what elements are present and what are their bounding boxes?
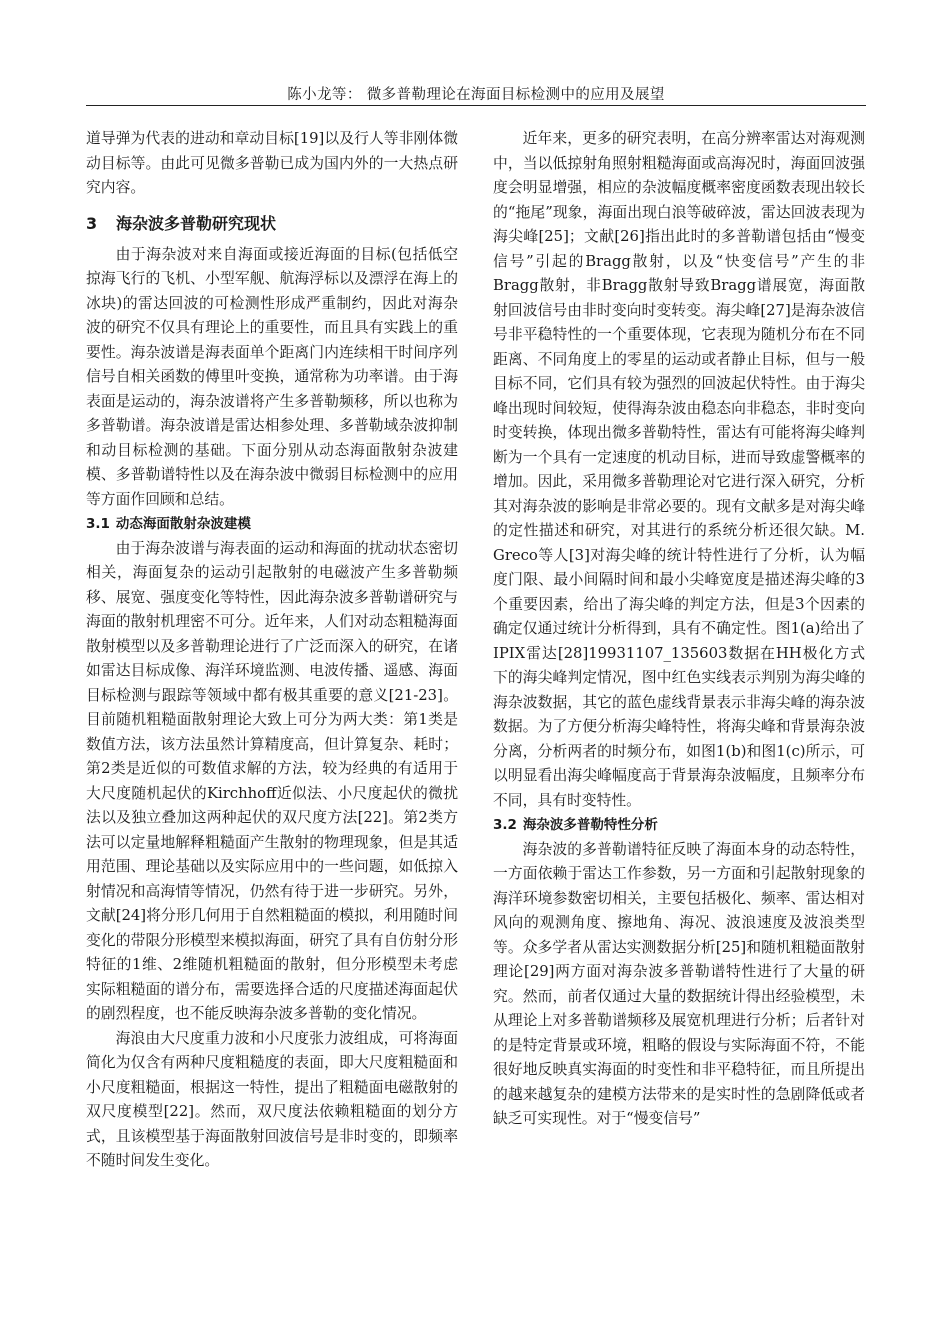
paragraph-continuation: 道导弹为代表的进动和章动目标[19]以及行人等非刚体微动目标等。由此可见微多普勒已成为国内外的一大热点研究内容。 xyxy=(86,130,458,196)
header-rule xyxy=(86,105,866,106)
paragraph-scattering-models: 由于海杂波谱与海表面的运动和海面的扰动状态密切相关，海面复杂的运动引起散射的电磁波产生多普勒频移、展宽、强度变化等特性，因此海杂波多普勒谱研究与海面的散射机理密不可分。近年来，人们对动态粗糙海面散射模型以及多普勒理论进行了广泛而深入的研究，在诸如雷达目标成像、海洋环境监测、电波传播、遥感、海面目标检测与跟踪等领域中都有极其重要的意义[21-23]。目前随机粗糙面散射理论大致上可分为两大类：第1类是数值方法，该方法虽然计算精度高，但计算复杂、耗时；第2类是近似的可数值求解的方法，较为经典的有适用于大尺度随机起伏的Kirchhoff近似法、小尺度起伏的微扰法以及独立叠加这两种起伏的双尺度方法[22]。第2类方法可以定量地解释粗糙面产生散射的物理现象，但是其适用范围、理论基础以及实际应用中的一些问题，如低掠入射情况和高海情等情况，仍然有待于进一步研究。另外，文献[24]将分形几何用于自然粗糙面的模拟，利用随时间变化的带限分形模型来模拟海面，研究了具有自仿射分形特征的1维、2维随机粗糙面的散射，但分形模型未考虑实际粗糙面的谱分布，需要选择合适的尺度描述海面起伏的剧烈程度，也不能反映海杂波多普勒的变化情况。 xyxy=(86,539,458,1022)
subsection-3-2-heading xyxy=(493,813,865,838)
paragraph-doppler-characteristics: 海杂波的多普勒谱特征反映了海面本身的动态特性，一方面依赖于雷达工作参数，另一方面和引起散射现象的海洋环境参数密切相关，主要包括极化、频率、雷达相对风向的观测角度、擦地角、海况、波浪速度及波浪类型等。众多学者从雷达实测数据分析[25]和随机粗糙面散射理论[29]两方面对海杂波多普勒谱特性进行了大量的研究。然而，前者仅通过大量的数据统计得出经验模型，未从理论上对多普勒谱频移及展宽机理进行分析；后者针对的是特定背景或环境，粗略的假设与实际海面不符，不能很好地反映真实海面的时变性和非平稳特征，而且所提出的越来越复杂的建模方法带来的是实时性的急剧降低或者缺乏可实现性。对于“慢变信号” xyxy=(493,840,865,1127)
subsection-3-1-heading xyxy=(86,512,458,537)
running-header: 陈小龙等： 微多普勒理论在海面目标检测中的应用及展望 xyxy=(287,87,665,103)
paragraph-sea-clutter-intro: 由于海杂波对来自海面或接近海面的目标(包括低空掠海飞行的飞机、小型军舰、航海浮标以及漂浮在海上的冰块)的雷达回波的可检测性形成严重制约，因此对海杂波的研究不仅具有理论上的重要性，而且具有实践上的重要性。海杂波谱是海表面单个距离门内连续相干时间序列信号自相关函数的傅里叶变换，通常称为功率谱。由于海表面是运动的，海杂波谱将产生多普勒频移，所以也称为多普勒谱。海杂波谱是雷达相参处理、多普勒域杂波抑制和动目标检测的基础。下面分别从动态海面散射杂波建模、多普勒谱特性以及在海杂波中微弱目标检测中的应用等方面作回顾和总结。 xyxy=(86,245,458,508)
subsection-number: 3.1 xyxy=(86,516,110,532)
section-number: 3 xyxy=(86,213,98,233)
right-column xyxy=(493,127,865,1132)
paragraph-two-scale-model: 海浪由大尺度重力波和小尺度张力波组成，可将海面简化为仅含有两种尺度粗糙度的表面，即大尺度粗糙面和小尺度粗糙面，根据这一特性，提出了粗糙面电磁散射的双尺度模型[22]。然而，双尺度法依赖粗糙面的划分方式，且该模型基于海面散射回波信号是非时变的，即频率不随时间发生变化。 xyxy=(86,1029,458,1169)
left-column xyxy=(86,127,458,1174)
paragraph-sea-spike: 近年来，更多的研究表明，在高分辨率雷达对海观测中，当以低掠射角照射粗糙海面或高海况时，海面回波强度会明显增强，相应的杂波幅度概率密度函数表现出较长的“拖尾”现象，海面出现白浪等破碎波，雷达回波表现为海尖峰[25]；文献[26]指出此时的多普勒谱包括由“慢变信号”引起的Bragg散射，以及“快变信号”产生的非Bragg散射，非Bragg散射导致Bragg谱展宽，海面散射回波信号由非时变向时变转变。海尖峰[27]是海杂波信号非平稳特性的一个重要体现，它表现为随机分布在不同距离、不同角度上的零星的运动或者静止目标，但与一般目标不同，它们具有较为强烈的回波起伏特性。由于海尖峰出现时间较短，使得海杂波由稳态向非稳态，非时变向时变转换，体现出微多普勒特性，雷达有可能将海尖峰判断为一个具有一定速度的机动目标，进而导致虚警概率的增加。因此，采用微多普勒理论对它进行深入研究，分析其对海杂波的影响是非常必要的。现有文献多是对海尖峰的定性描述和研究，对其进行的系统分析还很欠缺。M. Greco等人[3]对海尖峰的统计特性进行了分析，认为幅度门限、最小间隔时间和最小尖峰宽度是描述海尖峰的3个重要因素，给出了海尖峰的判定方法，但是3个因素的确定仅通过统计分析得到，具有不确定性。图1(a)给出了IPIX雷达[28]19931107_135603数据在HH极化方式下的海尖峰判定情况，图中红色实线表示判别为海尖峰的海杂波数据，其它的蓝色虚线背景表示非海尖峰的海杂波数据。为了方便分析海尖峰特性，将海尖峰和背景海杂波分离，分析两者的时频分布，如图1(b)和图1(c)所示，可以明显看出海尖峰幅度高于背景海杂波幅度，且频率分布不同，具有时变特性。 xyxy=(493,130,865,809)
subsection-title: 动态海面散射杂波建模 xyxy=(115,516,251,532)
subsection-title: 海杂波多普勒特性分析 xyxy=(522,817,658,833)
subsection-number: 3.2 xyxy=(493,817,517,833)
section-title: 海杂波多普勒研究现状 xyxy=(116,213,277,233)
section-3-heading xyxy=(86,211,458,237)
